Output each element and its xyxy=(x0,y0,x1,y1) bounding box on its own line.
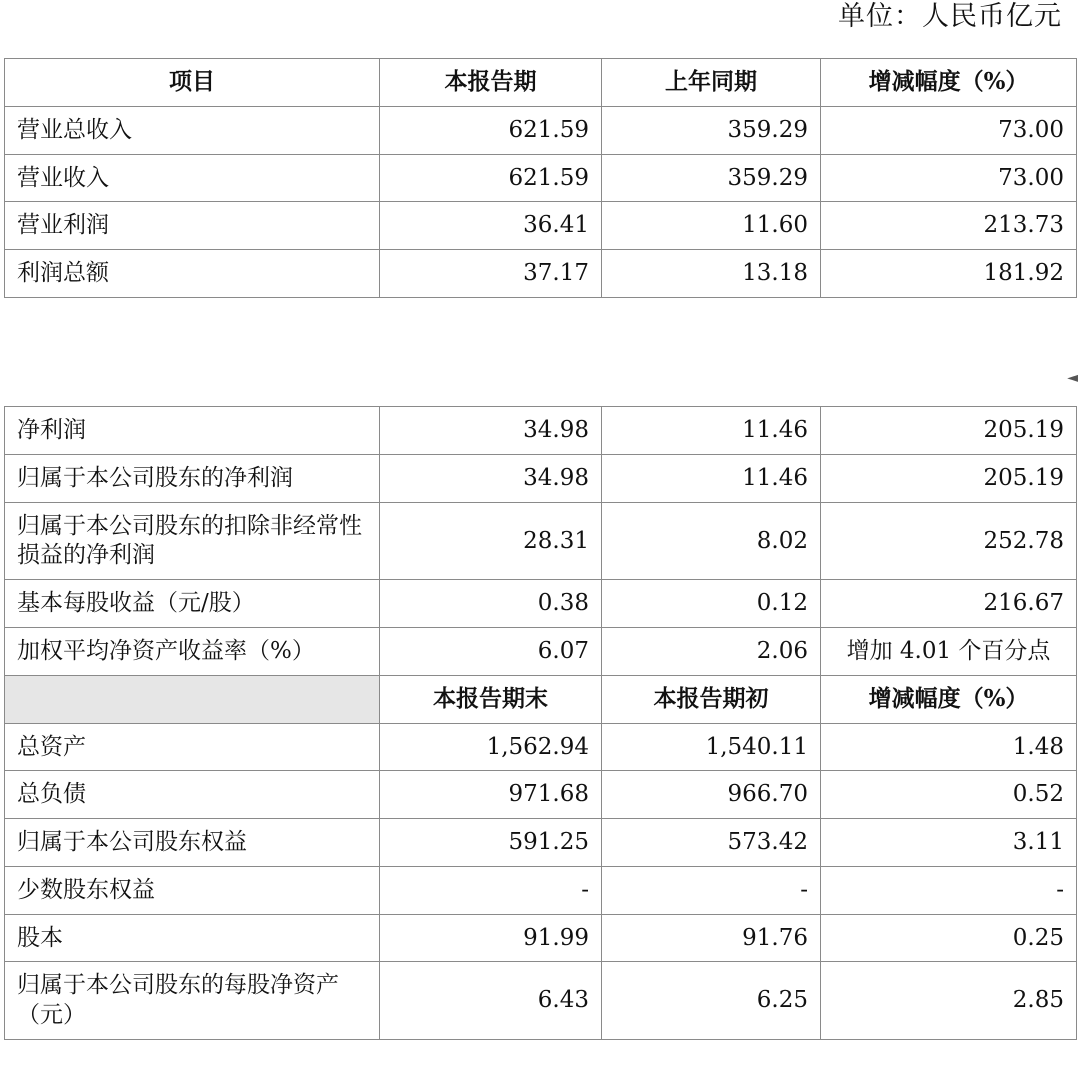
row-previous: 0.12 xyxy=(602,580,821,628)
table-row xyxy=(5,202,1077,250)
row-previous: - xyxy=(602,866,821,914)
row-current: 34.98 xyxy=(380,407,602,455)
row-label: 总负债 xyxy=(5,771,380,819)
row-current: 621.59 xyxy=(380,154,602,202)
table-row xyxy=(5,628,1077,676)
row-current: 621.59 xyxy=(380,106,602,154)
row-label: 基本每股收益（元/股） xyxy=(5,580,380,628)
column-header-previous: 上年同期 xyxy=(602,59,821,107)
row-change: 0.25 xyxy=(821,914,1077,962)
row-label: 利润总额 xyxy=(5,250,380,298)
row-current: 34.98 xyxy=(380,454,602,502)
row-label: 归属于本公司股东的净利润 xyxy=(5,454,380,502)
financial-summary-table-bottom xyxy=(0,406,1077,1040)
table-row xyxy=(5,962,1077,1040)
column-header-item: 项目 xyxy=(5,59,380,107)
row-label: 营业总收入 xyxy=(5,106,380,154)
row-current: 37.17 xyxy=(380,250,602,298)
row-label: 净利润 xyxy=(5,407,380,455)
column-header-change: 增减幅度（%） xyxy=(821,675,1077,723)
row-previous: 11.46 xyxy=(602,454,821,502)
row-previous: 966.70 xyxy=(602,771,821,819)
table-row xyxy=(5,154,1077,202)
row-label: 归属于本公司股东的每股净资产（元） xyxy=(5,962,380,1040)
row-previous: 91.76 xyxy=(602,914,821,962)
column-header-period-start: 本报告期初 xyxy=(602,675,821,723)
row-previous: 1,540.11 xyxy=(602,723,821,771)
row-change: 73.00 xyxy=(821,154,1077,202)
row-previous: 359.29 xyxy=(602,154,821,202)
row-current: 6.07 xyxy=(380,628,602,676)
row-change: 181.92 xyxy=(821,250,1077,298)
table-subheader-row xyxy=(5,675,1077,723)
row-current: 1,562.94 xyxy=(380,723,602,771)
row-current: 28.31 xyxy=(380,502,602,580)
table-top xyxy=(4,58,1077,298)
column-header-change: 增减幅度（%） xyxy=(821,59,1077,107)
table-header-row xyxy=(5,59,1077,107)
row-label: 归属于本公司股东权益 xyxy=(5,819,380,867)
row-current: - xyxy=(380,866,602,914)
row-change: 1.48 xyxy=(821,723,1077,771)
row-current: 6.43 xyxy=(380,962,602,1040)
table-row xyxy=(5,723,1077,771)
row-previous: 11.46 xyxy=(602,407,821,455)
row-label: 加权平均净资产收益率（%） xyxy=(5,628,380,676)
row-label: 营业利润 xyxy=(5,202,380,250)
column-header-current: 本报告期 xyxy=(380,59,602,107)
column-header-period-end: 本报告期末 xyxy=(380,675,602,723)
unit-note: 单位：人民币亿元 xyxy=(838,1,1062,32)
row-label: 股本 xyxy=(5,914,380,962)
row-previous: 6.25 xyxy=(602,962,821,1040)
row-change: - xyxy=(821,866,1077,914)
row-label: 总资产 xyxy=(5,723,380,771)
row-change: 增加 4.01 个百分点 xyxy=(821,628,1077,676)
column-header-blank xyxy=(5,675,380,723)
row-previous: 359.29 xyxy=(602,106,821,154)
financial-summary-table-top xyxy=(0,58,1077,298)
row-label: 少数股东权益 xyxy=(5,866,380,914)
row-current: 0.38 xyxy=(380,580,602,628)
table-row xyxy=(5,580,1077,628)
table-row xyxy=(5,407,1077,455)
row-change: 205.19 xyxy=(821,454,1077,502)
row-previous: 2.06 xyxy=(602,628,821,676)
row-change: 213.73 xyxy=(821,202,1077,250)
row-change: 0.52 xyxy=(821,771,1077,819)
page-edge-mark: ◄ xyxy=(1067,370,1078,386)
row-current: 591.25 xyxy=(380,819,602,867)
table-row xyxy=(5,106,1077,154)
row-previous: 573.42 xyxy=(602,819,821,867)
row-change: 252.78 xyxy=(821,502,1077,580)
table-row xyxy=(5,771,1077,819)
row-change: 216.67 xyxy=(821,580,1077,628)
table-row xyxy=(5,502,1077,580)
row-change: 73.00 xyxy=(821,106,1077,154)
row-label: 营业收入 xyxy=(5,154,380,202)
row-change: 2.85 xyxy=(821,962,1077,1040)
row-current: 36.41 xyxy=(380,202,602,250)
row-current: 91.99 xyxy=(380,914,602,962)
table-row xyxy=(5,819,1077,867)
table-row xyxy=(5,454,1077,502)
row-previous: 8.02 xyxy=(602,502,821,580)
row-label: 归属于本公司股东的扣除非经常性损益的净利润 xyxy=(5,502,380,580)
row-current: 971.68 xyxy=(380,771,602,819)
row-change: 205.19 xyxy=(821,407,1077,455)
row-previous: 11.60 xyxy=(602,202,821,250)
table-row xyxy=(5,250,1077,298)
table-row xyxy=(5,866,1077,914)
table-row xyxy=(5,914,1077,962)
row-change: 3.11 xyxy=(821,819,1077,867)
table-bottom xyxy=(4,406,1077,1040)
row-previous: 13.18 xyxy=(602,250,821,298)
